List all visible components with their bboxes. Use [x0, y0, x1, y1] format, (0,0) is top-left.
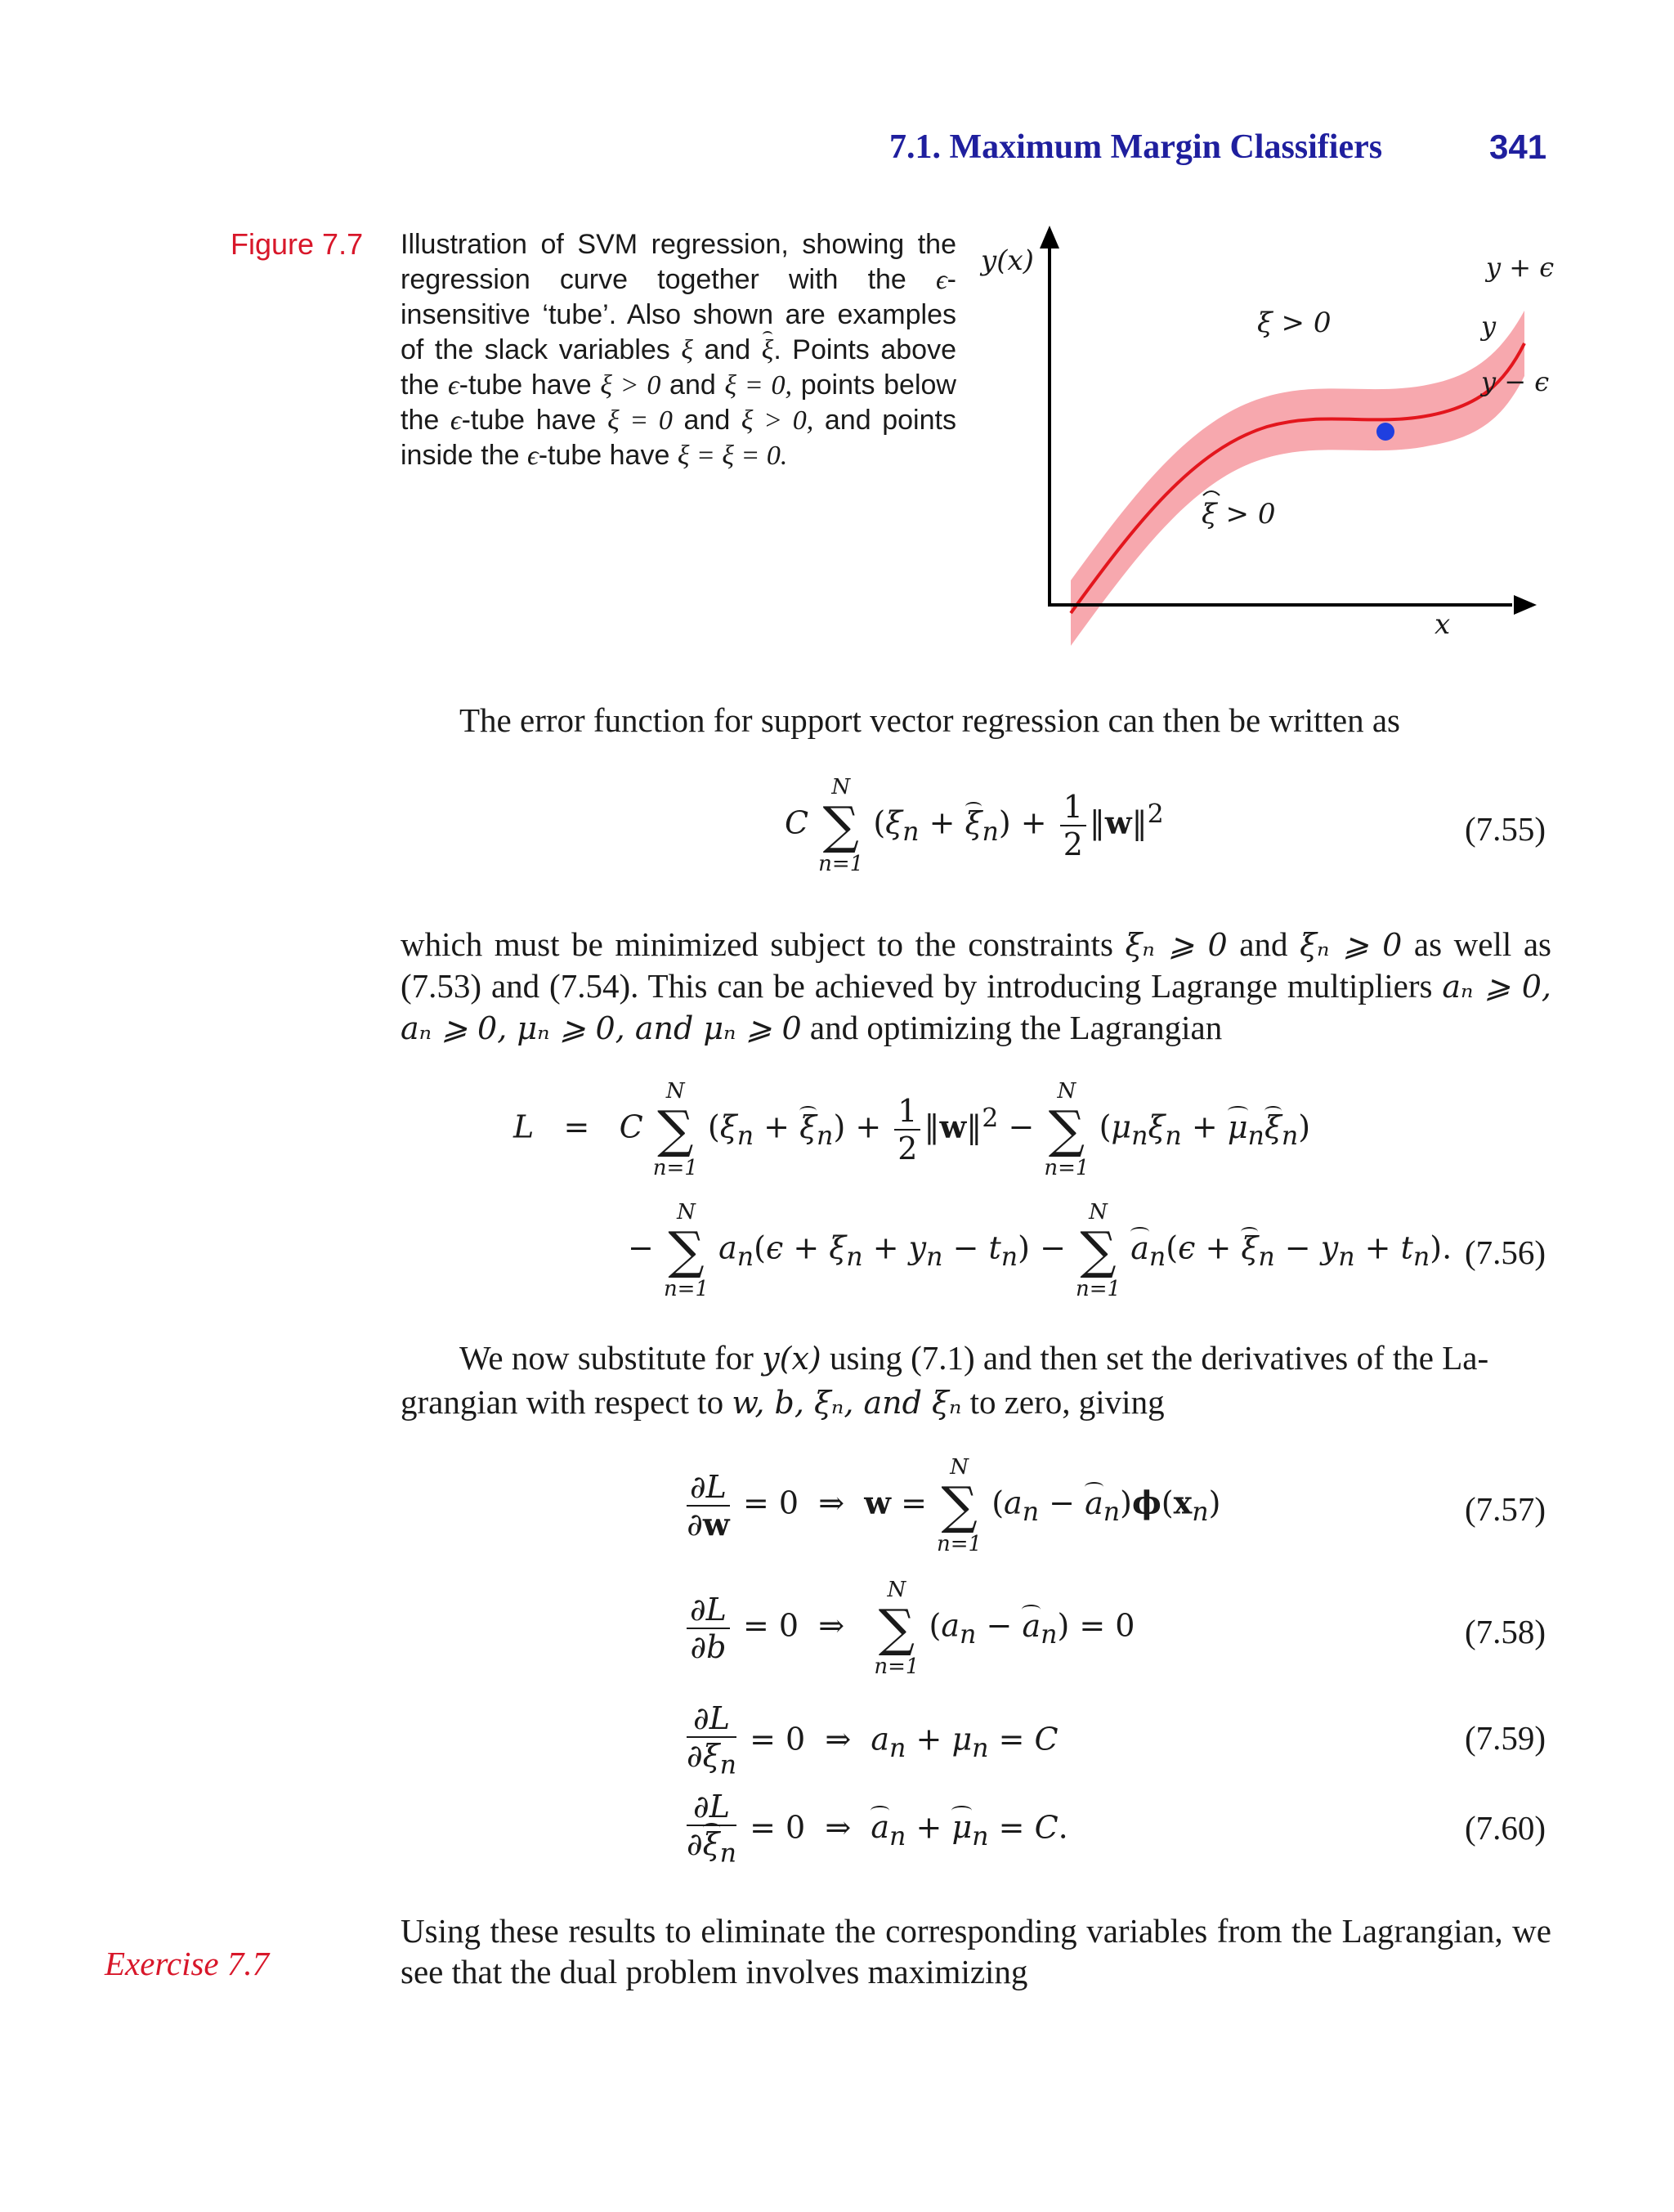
- svm-regression-figure: [981, 221, 1555, 654]
- figure-caption: Illustration of SVM regression, showing the regression curve together with the ϵ-insensitive ‘tube’. Also shown are examples of the slack variables ξ and ξ. Points above the ϵ-tube have ξ > 0 and ξ = 0, points below the ϵ-tube have ξ = 0 and ξ > 0, and points inside the ϵ-tube have ξ = ξ = 0.: [401, 229, 956, 471]
- paragraph-substitute-line-1: We now substitute for y(x) using (7.1) and then set the derivatives of the La-: [459, 1339, 1489, 1377]
- eq-number-7-55: (7.55): [1465, 810, 1546, 848]
- eq-number-7-56: (7.56): [1465, 1234, 1546, 1271]
- lower-tube-label: y − ϵ: [1481, 366, 1550, 397]
- eq-number-7-59: (7.59): [1465, 1719, 1546, 1757]
- equation-7-58: $\frac{\partial L}{\partial b}$ = 0 ⇒ N ∑ n=1 $(a_n - a_n) = 0$: [683, 1578, 1135, 1679]
- upper-tube-label: y + ϵ: [1486, 252, 1555, 283]
- page-number: 341: [1489, 128, 1547, 166]
- figure-label: Figure 7.7: [231, 227, 364, 261]
- paragraph-error-function: The error function for support vector regression can then be written as: [459, 701, 1401, 739]
- eq-number-7-60: (7.60): [1465, 1809, 1546, 1847]
- equation-7-56-line-1: L = C N ∑ n=1 $(\xi_n + \xi_n)$ + $\frac{1}{2}$ ‖w‖$^2$ − N ∑ n=1 $(\mu_n\xi_n + \mu_n\xi_n)$: [513, 1079, 1311, 1180]
- equation-7-57: $\frac{\partial L}{\partial w}$ = 0 ⇒ w = N ∑ n=1 $(a_n - a_n)\phi(x_n)$: [687, 1455, 1221, 1556]
- running-header-title: 7.1. Maximum Margin Classifiers: [889, 128, 1383, 166]
- epsilon-tube: [1071, 311, 1524, 646]
- equation-7-60: $\frac{\partial L}{\partial\xi_n}$ = 0 ⇒ $a_n + \mu_n = C$.: [687, 1789, 1068, 1869]
- y-axis-label: y(x): [981, 244, 1034, 277]
- equation-7-56-line-2: − N ∑ n=1 $a_n(\epsilon + \xi_n + y_n - t_n)$ − N ∑ n=1 $a_n(\epsilon + \xi_n - y_n + t_n)$.: [628, 1200, 1452, 1301]
- paragraph-substitute-line-2: grangian with respect to w, b, ξₙ, and ξₙ to zero, giving: [401, 1383, 1165, 1421]
- equation-7-55: C N ∑ n=1 $(\xi_n + \xi_n)$ + $\frac{1}{2}$ ‖w‖$^2$: [785, 775, 1164, 876]
- xi-hat-below-label: ξ > 0: [1202, 498, 1276, 531]
- data-point-below-tube: [1376, 423, 1394, 441]
- curve-label: y: [1481, 311, 1497, 342]
- eq-number-7-58: (7.58): [1465, 1613, 1546, 1650]
- xi-hat-accent: [1203, 491, 1220, 495]
- xi-above-label: ξ > 0: [1257, 307, 1332, 339]
- eq-number-7-57: (7.57): [1465, 1490, 1546, 1528]
- y-axis-arrow: [1040, 226, 1059, 249]
- x-axis-label: x: [1435, 608, 1451, 641]
- exercise-margin-note[interactable]: Exercise 7.7: [105, 1945, 270, 1982]
- equation-7-59: $\frac{\partial L}{\partial\xi_n}$ = 0 ⇒ $a_n + \mu_n = C$: [687, 1700, 1059, 1780]
- paragraph-constraints: which must be minimized subject to the constraints ξₙ ⩾ 0 and ξₙ ⩾ 0 as well as (7.53) and (7.54). This can be achieved by introducing Lagrange multipliers aₙ ⩾ 0, aₙ ⩾ 0, μₙ ⩾ 0, and μₙ ⩾ 0 and optimizing the Lagrangian: [401, 925, 1551, 1046]
- x-axis-arrow: [1514, 595, 1537, 615]
- paragraph-dual-problem: Using these results to eliminate the corresponding variables from the Lagrangian, we see that the dual problem involves maximizing: [401, 1912, 1551, 1990]
